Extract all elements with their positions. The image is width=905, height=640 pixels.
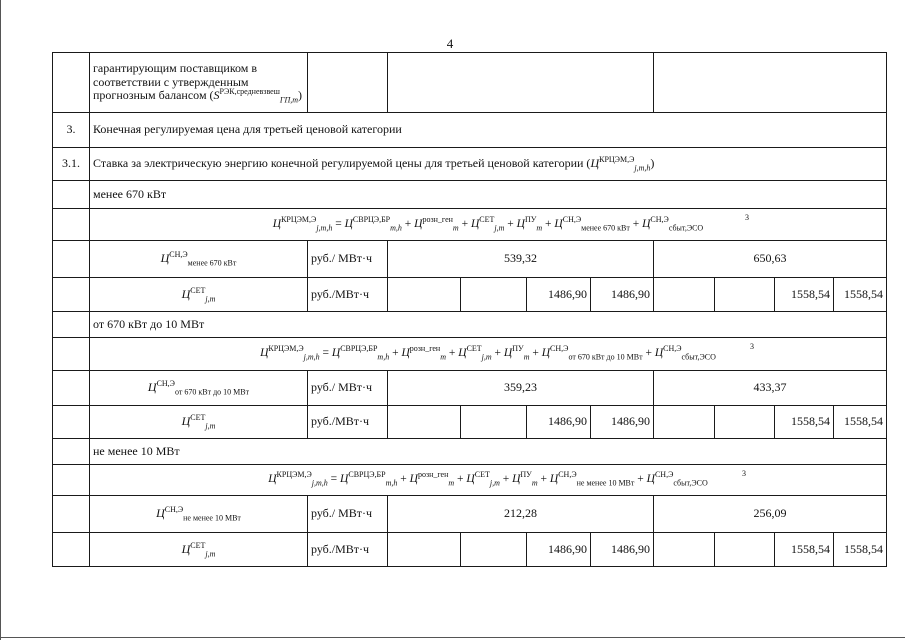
table-row — [53, 312, 887, 338]
price-formula: $Ц^{КРЦЭМ,Э}_{j,m,h} = Ц^{СВРЦЭ,БР}_{m,h} + Ц^{розн\_ген}_m + Ц^{СЕТ}_{j,m} + Ц^{ПУ}_m + Ц^{СН,Э}_{менее 670 кВт} + Ц^{СН,Э}_{сбыт,ЭСО}$ 3 — [90, 209, 887, 241]
price-formula: $Ц^{КРЦЭМ,Э}_{j,m,h} = Ц^{СВРЦЭ,БР}_{m,h} + Ц^{розн\_ген}_m + Ц^{СЕТ}_{j,m} + Ц^{ПУ}_m + Ц^{СН,Э}_{не менее 10 МВт} + Ц^{СН,Э}_{сбыт,ЭСО}$ 3 — [90, 465, 887, 496]
table-row — [53, 209, 887, 241]
footnote-marker: 3 — [750, 342, 754, 351]
row-heading: Ставка за электрическую энергию конечной регулируемой цены для третьей ценовой категории $(Ц^{КРЦЭМ,Э}_{j,m,h})$ — [90, 148, 887, 181]
set-value: 1558,54 — [775, 406, 834, 439]
set-value: 1558,54 — [834, 278, 887, 312]
table-row — [53, 53, 887, 113]
top-row-description: гарантирующим поставщиком в соответствии с утвержденным прогнозным балансом $(S^{РЭК,средневзвеш}_{ГП,m})$ — [90, 53, 308, 113]
scan-edge — [0, 0, 1, 640]
table-row — [53, 465, 887, 496]
unit-label: руб./ МВт·ч — [308, 371, 388, 406]
set-value: 1558,54 — [775, 278, 834, 312]
set-label: $Ц^{СЕТ}_{j,m}$ — [90, 278, 308, 312]
section-heading: менее 670 кВт — [90, 181, 887, 209]
sn-value: 212,28 — [388, 496, 654, 533]
footnote-marker: 3 — [745, 213, 749, 222]
set-value: 1558,54 — [775, 533, 834, 567]
price-formula: $Ц^{КРЦЭМ,Э}_{j,m,h} = Ц^{СВРЦЭ,БР}_{m,h} + Ц^{розн\_ген}_m + Ц^{СЕТ}_{j,m} + Ц^{ПУ}_m + Ц^{СН,Э}_{от 670 кВт до 10 МВт} + Ц^{СН,Э}_{сбыт,ЭСО}$ 3 — [90, 338, 887, 371]
sn-value: 359,23 — [388, 371, 654, 406]
table-row — [53, 278, 887, 312]
row-number: 3. — [53, 113, 90, 148]
sn-label: $Ц^{СН,Э}_{менее 670 кВт}$ — [90, 241, 308, 278]
set-value: 1486,90 — [527, 278, 591, 312]
unit-label: руб./МВт·ч — [308, 278, 388, 312]
scan-edge — [0, 637, 905, 638]
section-heading: не менее 10 МВт — [90, 439, 887, 465]
unit-label: руб./ МВт·ч — [308, 241, 388, 278]
sn-value: 433,37 — [654, 371, 887, 406]
set-value: 1486,90 — [591, 533, 654, 567]
sn-value: 650,63 — [654, 241, 887, 278]
set-value: 1486,90 — [527, 406, 591, 439]
unit-label: руб./ МВт·ч — [308, 496, 388, 533]
table-row — [53, 371, 887, 406]
set-label: $Ц^{СЕТ}_{j,m}$ — [90, 533, 308, 567]
set-value: 1558,54 — [834, 406, 887, 439]
set-value: 1486,90 — [591, 406, 654, 439]
set-label: $Ц^{СЕТ}_{j,m}$ — [90, 406, 308, 439]
page-number: 4 — [446, 36, 454, 51]
table-row — [53, 338, 887, 371]
tariff-table — [52, 52, 887, 567]
table-row — [53, 533, 887, 567]
set-value: 1486,90 — [527, 533, 591, 567]
table-row — [53, 148, 887, 181]
sn-value: 256,09 — [654, 496, 887, 533]
sn-label: $Ц^{СН,Э}_{не менее 10 МВт}$ — [90, 496, 308, 533]
table-row — [53, 113, 887, 148]
row-heading: Конечная регулируемая цена для третьей ценовой категории — [90, 113, 887, 148]
table-row — [53, 406, 887, 439]
row-number: 3.1. — [53, 148, 90, 181]
set-value: 1558,54 — [834, 533, 887, 567]
table-row — [53, 181, 887, 209]
sn-label: $Ц^{СН,Э}_{от 670 кВт до 10 МВт}$ — [90, 371, 308, 406]
set-value: 1486,90 — [591, 278, 654, 312]
footnote-marker: 3 — [742, 469, 746, 478]
table-row — [53, 241, 887, 278]
unit-label: руб./МВт·ч — [308, 533, 388, 567]
table-row — [53, 439, 887, 465]
unit-label: руб./МВт·ч — [308, 406, 388, 439]
section-heading: от 670 кВт до 10 МВт — [90, 312, 887, 338]
sn-value: 539,32 — [388, 241, 654, 278]
table-row — [53, 496, 887, 533]
